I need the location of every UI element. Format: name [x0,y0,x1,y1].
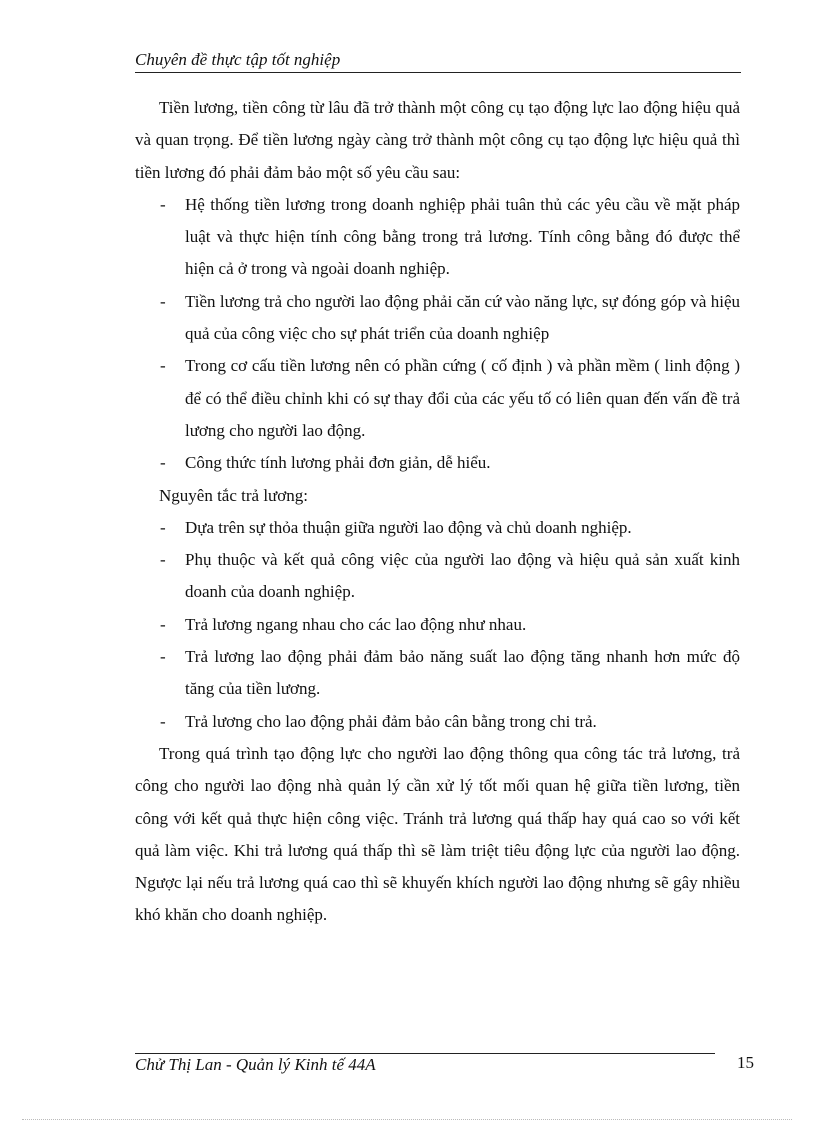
principle-item [135,609,740,641]
principle-text: Dựa trên sự thỏa thuận giữa người lao động và chủ doanh nghiệp. [185,517,632,537]
requirement-item [135,350,740,447]
principle-text: Phụ thuộc và kết quả công việc của người lao động và hiệu quả sản xuất kinh doanh của doanh nghiệp. [185,550,740,602]
principle-text: Trả lương cho lao động phải đảm bảo cân bằng trong chi trả. [185,711,597,731]
requirement-text: Hệ thống tiền lương trong doanh nghiệp phải tuân thủ các yêu cầu về mặt pháp luật và thực hiện tính công bằng trong trả lương. Tính công bằng đó được thể hiện cả ở trong và ngoài doanh nghiệp. [185,194,740,279]
bullet-dash: - [160,550,166,570]
bullet-dash: - [160,614,166,634]
footer-author: Chử Thị Lan - Quản lý Kinh tế 44A [135,1055,376,1074]
requirement-text: Tiền lương trả cho người lao động phải căn cứ vào năng lực, sự đóng góp và hiệu quả của công việc cho sự phát triển của doanh nghiệp [185,291,740,344]
bullet-dash: - [160,194,166,214]
conclusion-paragraph: Trong quá trình tạo động lực cho người lao động thông qua công tác trả lương, trả công cho người lao động nhà quản lý cần xử lý tốt mối quan hệ giữa tiền lương, tiền công với kết quả thực hiện công việc. Tránh trả lương quá thấp hay quá cao so với kết quả làm việc. Khi trả lương quá thấp thì sẽ làm triệt tiêu động lực của người lao động. Ngược lại nếu trả lương quá cao thì sẽ khuyến khích người lao động nhưng sẽ gây nhiều khó khăn cho doanh nghiệp. [135,743,740,925]
footer-divider [135,1053,715,1054]
intro-paragraph: Tiền lương, tiền công từ lâu đã trở thành một công cụ tạo động lực lao động hiệu quả và quan trọng. Để tiền lương ngày càng trở thành một công cụ tạo động lực hiệu quả thì tiền lương đó phải đảm bảo một số yêu cầu sau: [135,98,740,182]
requirement-item [135,189,740,286]
requirement-item [135,286,740,351]
principle-item [135,512,740,544]
principle-item [135,641,740,706]
requirement-item [135,447,740,479]
page-header: Chuyên đề thực tập tốt nghiệp [135,50,741,73]
bullet-dash: - [160,356,166,376]
requirement-text: Công thức tính lương phải đơn giản, dễ hiểu. [185,453,491,473]
principle-item [135,544,740,609]
bullet-dash: - [160,517,166,537]
principle-item [135,706,740,738]
principles-heading: Nguyên tắc trả lương: [159,485,308,505]
requirement-text: Trong cơ cấu tiền lương nên có phần cứng ( cố định ) và phần mềm ( linh động ) để có thể điều chỉnh khi có sự thay đổi của các yếu tố có liên quan đến vấn đề trả lương cho người lao động. [185,356,740,440]
principle-text: Trả lương ngang nhau cho các lao động như nhau. [185,614,527,634]
bullet-dash: - [160,291,166,311]
bullet-dash: - [160,647,166,667]
page-number: 15 [737,1053,754,1072]
document-body [135,92,740,932]
bullet-dash: - [160,453,166,473]
bullet-dash: - [160,711,166,731]
page-bottom-border [22,1119,792,1120]
principle-text: Trả lương lao động phải đảm bảo năng suất lao động tăng nhanh hơn mức độ tăng của tiền lương. [185,647,740,699]
